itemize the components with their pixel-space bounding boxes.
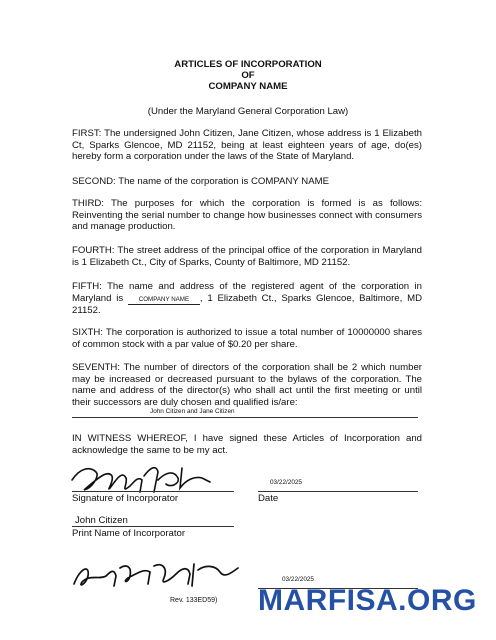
directors-line bbox=[72, 417, 418, 418]
marfisa-watermark-logo: MARFISA.ORG bbox=[258, 584, 477, 617]
article-fifth bbox=[72, 281, 422, 316]
print-name-value: John Citizen bbox=[75, 515, 128, 526]
article-sixth: SIXTH: The corporation is authorized to issue a total number of 10000000 shares of common stock with a par value of $0.20 per share. bbox=[72, 327, 422, 350]
article-second: SECOND: The name of the corporation is COMPANY NAME bbox=[72, 176, 329, 187]
date-line bbox=[258, 491, 418, 492]
signature-label: Signature of Incorporator bbox=[72, 493, 179, 504]
signature-date-value: 03/22/2025 bbox=[270, 479, 302, 486]
article-fifth-text: FIFTH: The name and address of the registered agent of the corporation in Maryland is bbox=[72, 281, 422, 304]
print-name-line bbox=[72, 526, 234, 527]
document-title-of: OF bbox=[241, 70, 255, 81]
article-fifth-address: , 1 Elizabeth Ct., Sparks Glencoe, Baltimore, MD 21152. bbox=[72, 292, 422, 316]
registered-agent-field: COMPANY NAME bbox=[128, 296, 200, 305]
directors-field: John Citizen and Jane Citizen bbox=[150, 408, 235, 415]
governing-law: (Under the Maryland General Corporation Law) bbox=[147, 106, 349, 117]
article-seventh: SEVENTH: The number of directors of the corporation shall be 2 which number may be increased or decreased pursuant to the bylaws of the corporation. The name and address of the director(s) who shall act until the first meeting or until their successors are duly chosen and qualified is/are: bbox=[72, 362, 422, 408]
second-date-value: 03/22/2025 bbox=[282, 576, 314, 583]
print-name-label: Print Name of Incorporator bbox=[72, 528, 186, 539]
article-first: FIRST: The undersigned John Citizen, Jane Citizen, whose address is 1 Elizabeth Ct, Sparks Glencoe, MD 21152, being at least eighteen years of age, do(es) hereby form a corporation under the laws of the State of Maryland. bbox=[72, 128, 422, 163]
signature-line bbox=[72, 491, 234, 492]
date-label: Date bbox=[258, 493, 279, 504]
company-name-heading: COMPANY NAME bbox=[208, 81, 288, 92]
document-title: ARTICLES OF INCORPORATION bbox=[174, 59, 322, 70]
witness-clause: IN WITNESS WHEREOF, I have signed these Articles of Incorporation and acknowledge the same to be my act. bbox=[72, 433, 422, 456]
article-fourth: FOURTH: The street address of the principal office of the corporation in Maryland is 1 Elizabeth Ct., City of Sparks, County of Baltimore, MD 21152. bbox=[72, 245, 422, 268]
revision-code: Rev. 133ED59) bbox=[170, 597, 218, 604]
article-third: THIRD: The purposes for which the corporation is formed is as follows: Reinventing the serial number to change how businesses connect with consumers and manage production. bbox=[72, 198, 422, 233]
